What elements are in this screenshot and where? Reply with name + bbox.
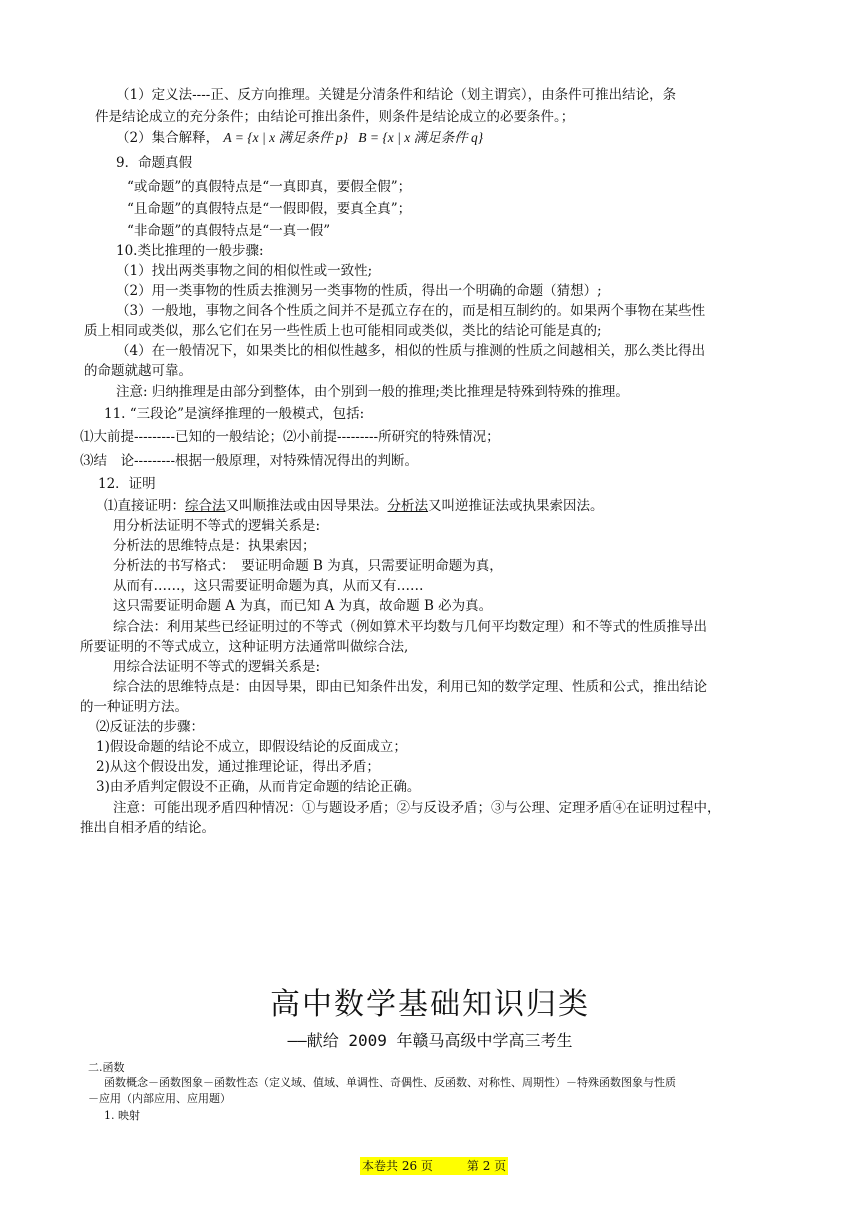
text-line: 综合法：利用某些已经证明过的不等式（例如算术平均数与几何平均数定理）和不等式的性质推导出 xyxy=(113,619,707,635)
text-line: ⑵反证法的步骤： xyxy=(96,719,204,735)
text-line: （1）定义法----正、反方向推理。关键是分清条件和结论（划主谓宾），由条件可推出结论，条 xyxy=(116,87,677,103)
set-formula-a: A = {x | x 满足条件 p} xyxy=(223,130,348,145)
text-line: 件是结论成立的充分条件；由结论可推出条件，则条件是结论成立的必要条件。； xyxy=(95,109,575,125)
text-line: 函数概念－函数图象－函数性态（定义域、值域、单调性、奇偶性、反函数、对称性、周期性）－特殊函数图象与性质 xyxy=(104,1076,676,1089)
text-line: 的命题就越可靠。 xyxy=(84,363,192,379)
text-line: 这只需要证明命题 A 为真，而已知 A 为真，故命题 B 必为真。 xyxy=(113,598,493,614)
text-fragment: （2）集合解释， xyxy=(116,130,220,146)
text-line: “或命题”的真假特点是“一真即真，要假全假”； xyxy=(127,179,412,195)
text-line: 用综合法证明不等式的逻辑关系是: xyxy=(113,659,321,675)
text-fragment: 又叫顺推法或由因导果法。 xyxy=(225,498,388,514)
text-line: 从而有……，这只需要证明命题为真，从而又有…… xyxy=(113,578,424,594)
text-line: （1）找出两类事物之间的相似性或一致性; xyxy=(116,263,373,279)
total-pages: 本卷共 26 页 xyxy=(362,1159,433,1173)
text-line: 1)假设命题的结论不成立，即假设结论的反面成立； xyxy=(96,739,407,755)
text-line: 分析法的书写格式： 要证明命题 B 为真，只需要证明命题为真， xyxy=(113,558,503,574)
text-line xyxy=(104,497,604,515)
text-line: 分析法的思维特点是：执果索因； xyxy=(113,538,316,554)
text-line: （4）在一般情况下，如果类比的相似性越多，相似的性质与推测的性质之间越相关，那么类比得出 xyxy=(116,343,706,359)
section-heading: 9．命题真假 xyxy=(116,155,193,171)
text-line xyxy=(116,129,483,147)
note-line: 注意：可能出现矛盾四种情况：①与题设矛盾；②与反设矛盾；③与公理、定理矛盾④在证明过程中， xyxy=(113,800,721,816)
text-line: 所要证明的不等式成立，这种证明方法通常叫做综合法, xyxy=(80,639,409,655)
section-heading: 12．证明 xyxy=(98,476,156,492)
text-fragment: ⑴直接证明： xyxy=(104,498,185,514)
text-line: “且命题”的真假特点是“一假即假，要真全真”； xyxy=(127,201,412,217)
underlined-term: 综合法 xyxy=(185,498,226,514)
text-line: 推出自相矛盾的结论。 xyxy=(80,820,215,836)
section-heading: 11. “三段论”是演绎推理的一般模式，包括: xyxy=(104,406,365,422)
text-line: （2）用一类事物的性质去推测另一类事物的性质，得出一个明确的命题（猜想）; xyxy=(116,283,602,299)
page-footer xyxy=(360,1157,508,1175)
text-line: 质上相同或类似，那么它们在另一些性质上也可能相同或类似，类比的结论可能是真的; xyxy=(84,323,602,339)
text-line: 的一种证明方法。 xyxy=(80,699,188,715)
section-heading: 二.函数 xyxy=(88,1061,125,1074)
text-line: （3）一般地，事物之间各个性质之间并不是孤立存在的，而是相互制约的。如果两个事物在某些性 xyxy=(116,303,706,319)
section-heading: 10.类比推理的一般步骤: xyxy=(116,243,264,259)
list-item: 1. 映射 xyxy=(104,1109,140,1122)
text-line: 2)从这个假设出发，通过推理论证，得出矛盾； xyxy=(96,759,380,775)
page-title: 高中数学基础知识归类 xyxy=(270,987,590,1022)
text-line: 用分析法证明不等式的逻辑关系是: xyxy=(113,518,321,534)
text-fragment: 又叫逆推证法或执果索因法。 xyxy=(428,498,604,514)
underlined-term: 分析法 xyxy=(387,498,428,514)
text-line: 综合法的思维特点是：由因导果，即由已知条件出发，利用已知的数学定理、性质和公式，推出结论 xyxy=(113,679,707,695)
page-subtitle: ——献给 2009 年赣马高级中学高三考生 xyxy=(287,1031,573,1050)
text-line: 3)由矛盾判定假设不正确，从而肯定命题的结论正确。 xyxy=(96,779,421,795)
set-formula-b: B = {x | x 满足条件 q} xyxy=(358,130,484,145)
text-line: －应用（内部应用、应用题） xyxy=(88,1092,231,1105)
text-line: ⑴大前提---------已知的一般结论；⑵小前提---------所研究的特殊情况； xyxy=(80,429,500,445)
text-line: ⑶结 论---------根据一般原理，对特殊情况得出的判断。 xyxy=(80,453,419,469)
note-line: 注意: 归纳推理是由部分到整体，由个别到一般的推理;类比推理是特殊到特殊的推理。 xyxy=(116,384,629,400)
page-number: 第 2 页 xyxy=(466,1159,507,1173)
text-line: “非命题”的真假特点是“一真一假” xyxy=(127,223,331,239)
